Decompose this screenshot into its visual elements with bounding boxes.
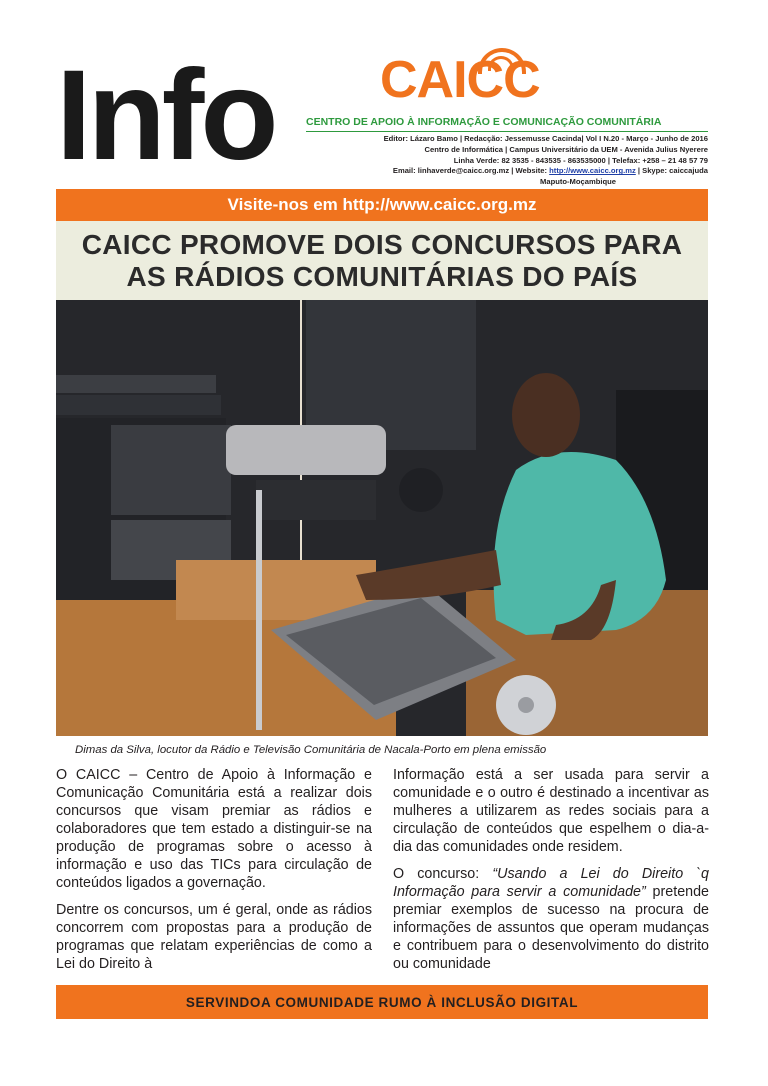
credits-email: Email: linhaverde@caicc.org.mz | Website: [392, 166, 550, 176]
paragraph-start: O concurso: [393, 866, 493, 882]
website-link[interactable]: http://www.caicc.org.mz [549, 166, 636, 176]
masthead-divider [306, 131, 708, 132]
paragraph-end: pretende premiar exemplos de sucesso na procura de informações de assuntos que operam mudanças e contribuem para o desenvolvimento do distrito ou comunidade [393, 884, 709, 972]
organization-name: CENTRO DE APOIO À INFORMAÇÃO E COMUNICAÇÃO COMUNITÁRIA [306, 116, 662, 128]
credits-address-line: Centro de Informática | Campus Universitário da UEM - Avenida Julius Nyerere [424, 144, 708, 154]
credits-editor-line: Editor: Lázaro Bamo | Redacção: Jessemusse Cacinda| Vol I N.20 - Março - Junho de 2016 [383, 134, 708, 143]
credits-contact-line [288, 166, 708, 177]
caicc-logo [380, 50, 550, 116]
article-paragraph [393, 865, 709, 973]
footer-slogan: SERVINDOA COMUNIDADE RUMO À INCLUSÃO DIGITAL [56, 985, 708, 1019]
logo-text: CAICC [380, 51, 540, 109]
credits-city-line: Maputo-Moçambique [540, 177, 616, 187]
visit-banner: Visite-nos em http://www.caicc.org.mz [56, 189, 708, 221]
headline-line-1: CAICC PROMOVE DOIS CONCURSOS PARA [81, 228, 683, 260]
credits-skype: | Skype: caiccajuda [635, 166, 708, 176]
contest-title-quote: “Usando a Lei do Direito `q Informação para servir a comunidade” [393, 866, 709, 900]
article-paragraph: Dentre os concursos, um é geral, onde as rádios concorrem com propostas para a produção de programas que relatam experiências de como a Lei do Direito à [56, 902, 372, 972]
masthead-credits [288, 134, 708, 188]
article-paragraph: Informação está a ser usada para servir a comunidade e o outro é destinado a incentivar as mulheres a utilizarem as redes sociais para a circulação de conteúdos que espelhem o dia-a-dia das comunidades onde residem. [393, 767, 709, 855]
headline [56, 221, 708, 300]
credits-phone-line: Linha Verde: 82 3535 - 843535 - 863535000 | Telefax: +258 – 21 48 57 79 [453, 155, 708, 165]
photo-illustration [56, 300, 708, 736]
masthead-title: Info [56, 44, 275, 187]
photo-caption: Dimas da Silva, locutor da Rádio e Televisão Comunitária de Nacala-Porto em plena emissão [75, 744, 547, 756]
article-right-column [393, 766, 709, 982]
headline-line-2: AS RÁDIOS COMUNITÁRIAS DO PAÍS [126, 260, 638, 292]
radio-studio-photo [56, 300, 708, 736]
article-paragraph: O CAICC – Centro de Apoio à Informação e Comunicação Comunitária está a realizar dois concursos que visam premiar as rádios e colaboradores que tem estado a distinguir-se na produção de programas sobre o acesso à informação e uso das TICs para circulação de conteúdos ligados a governação. [56, 767, 372, 891]
article-left-column [56, 766, 372, 982]
